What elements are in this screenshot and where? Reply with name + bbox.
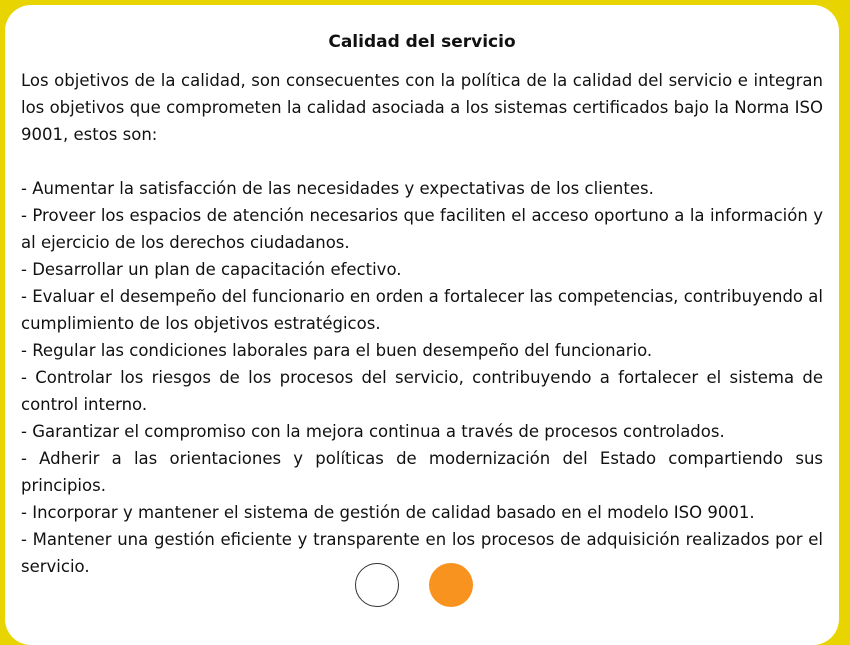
list-item: - Proveer los espacios de atención necesarios que faciliten el acceso oportuno a la información y al ejercicio de los derechos ciudadanos. — [21, 206, 823, 252]
list-item: - Controlar los riesgos de los procesos del servicio, contribuyendo a fortalecer el sistema de control interno. — [21, 368, 823, 414]
list-item: - Incorporar y mantener el sistema de gestión de calidad basado en el modelo ISO 9001. — [21, 503, 755, 522]
list-item: - Adherir a las orientaciones y políticas de modernización del Estado compartiendo sus principios. — [21, 449, 823, 495]
page-dot-2-active[interactable] — [429, 563, 473, 607]
page-title: Calidad del servicio — [328, 32, 516, 52]
page-dot-1[interactable] — [355, 563, 399, 607]
list-item: - Evaluar el desempeño del funcionario en orden a fortalecer las competencias, contribuyendo al cumplimiento de los objetivos estratégicos. — [21, 287, 823, 333]
content-card — [5, 5, 839, 645]
intro-paragraph: Los objetivos de la calidad, son consecuentes con la política de la calidad del servicio e integran los objetivos que comprometen la calidad asociada a los sistemas certificados bajo la Norma ISO 9001, estos son: — [21, 71, 823, 144]
pagination-dots — [355, 563, 485, 613]
list-item: - Desarrollar un plan de capacitación efectivo. — [21, 260, 402, 279]
list-item: - Aumentar la satisfacción de las necesidades y expectativas de los clientes. — [21, 179, 654, 198]
list-item: - Garantizar el compromiso con la mejora continua a través de procesos controlados. — [21, 422, 725, 441]
content-body — [21, 67, 823, 580]
list-item: - Mantener una gestión eficiente y transparente en los procesos de adquisición realizados por el servicio. — [21, 530, 823, 576]
list-item: - Regular las condiciones laborales para el buen desempeño del funcionario. — [21, 341, 653, 360]
